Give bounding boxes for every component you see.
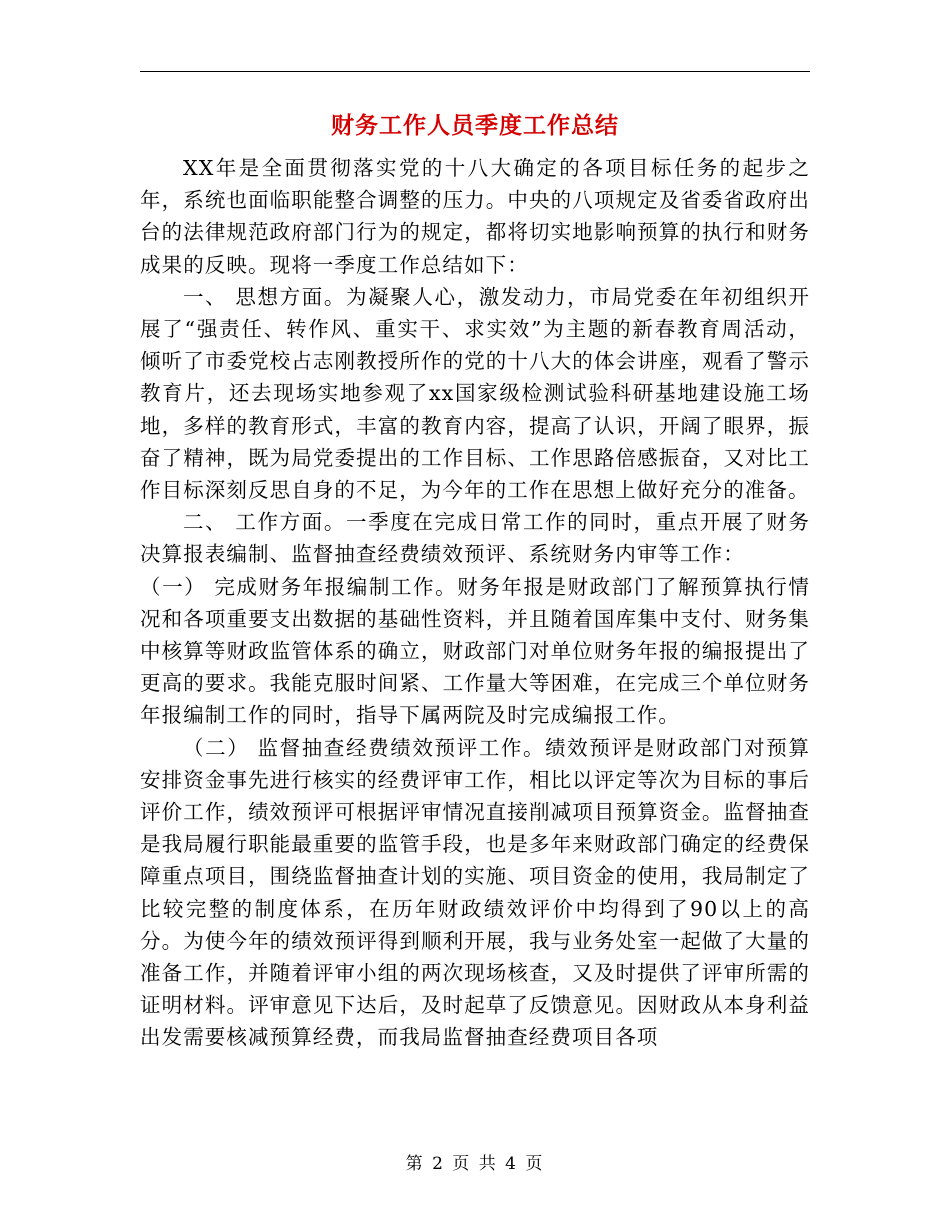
document-body [140,152,810,1054]
intro-paragraph: XX年是全面贯彻落实党的十八大确定的各项目标任务的起步之年，系统也面临职能整合调整的压力。中央的八项规定及省委省政府出台的法律规范政府部门行为的规定，都将切实地影响预算的执行和财务成果的反映。现将一季度工作总结如下： [140,156,810,277]
header-rule [140,71,810,72]
subsection-annual-report-paragraph: （一） 完成财务年报编制工作。财务年报是财政部门了解预算执行情况和各项重要支出数据的基础性资料，并且随着国库集中支付、财务集中核算等财政监管体系的确立，财政部门对单位财务年报的编报提出了更高的要求。我能克服时间紧、工作量大等困难，在完成三个单位财务年报编制工作的同时，指导下属两院及时完成编报工作。 [140,574,810,728]
section-thought-paragraph: 一、 思想方面。为凝聚人心，激发动力，市局党委在年初组织开展了“强责任、转作风、重实干、求实效”为主题的新春教育周活动，倾听了市委党校占志刚教授所作的党的十八大的体会讲座，观看了警示教育片，还去现场实地参观了xx国家级检测试验科研基地建设施工场地，多样的教育形式，丰富的教育内容，提高了认识，开阔了眼界，振奋了精神，既为局党委提出的工作目标、工作思路倍感振奋，又对比工作目标深刻反思自身的不足，为今年的工作在思想上做好充分的准备。 [140,284,810,503]
page-number: 第 2 页 共 4 页 [405,1154,545,1174]
subsection-performance-review-paragraph: （二） 监督抽查经费绩效预评工作。绩效预评是财政部门对预算安排资金事先进行核实的经费评审工作，相比以评定等次为目标的事后评价工作，绩效预评可根据评审情况直接削减项目预算资金。监督抽查是我局履行职能最重要的监管手段，也是多年来财政部门确定的经费保障重点项目，围绕监督抽查计划的实施、项目资金的使用，我局制定了比较完整的制度体系，在历年财政绩效评价中均得到了90以上的高分。为使今年的绩效预评得到顺利开展，我与业务处室一起做了大量的准备工作，并随着评审小组的两次现场核查，又及时提供了评审所需的证明材料。评审意见下达后，及时起草了反馈意见。因财政从本身利益出发需要核减预算经费，而我局监督抽查经费项目各项 [140,735,810,1050]
section-work-paragraph: 二、 工作方面。一季度在完成日常工作的同时，重点开展了财务决算报表编制、监督抽查经费绩效预评、系统财务内审等工作： [140,510,810,567]
document-title: 财务工作人员季度工作总结 [331,112,619,139]
